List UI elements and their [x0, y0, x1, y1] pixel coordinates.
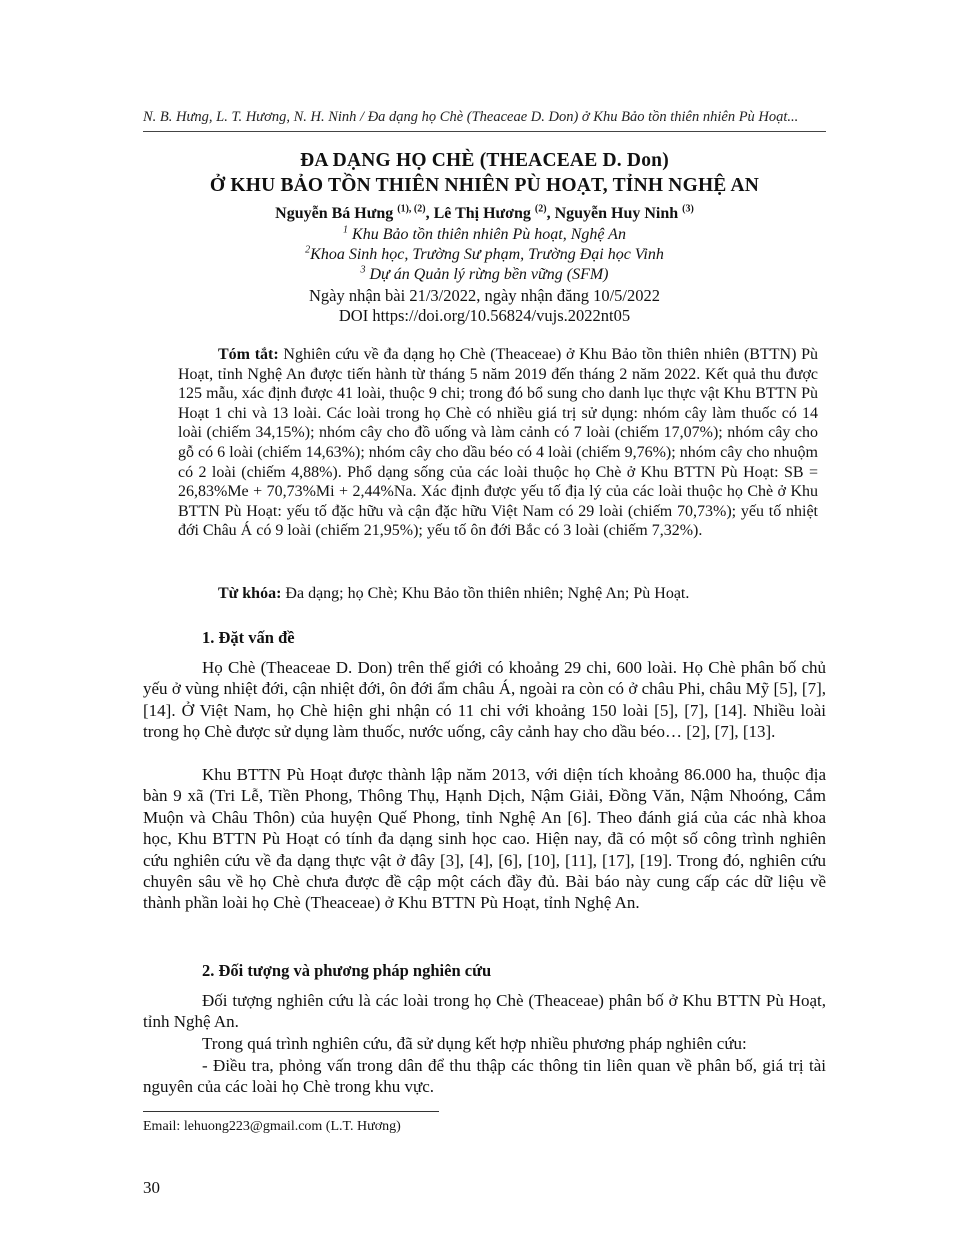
doi: DOI https://doi.org/10.56824/vujs.2022nt05: [338, 306, 631, 325]
author-name: Nguyễn Huy Ninh: [554, 205, 679, 222]
affiliation: [143, 266, 826, 284]
page-number: 30: [143, 1178, 160, 1197]
affiliation-number: 2: [305, 244, 311, 256]
affiliation-text: Dự án Quản lý rừng bền vững (SFM): [369, 266, 609, 283]
body-paragraph: Họ Chè (Theaceae D. Don) trên thế giới có khoảng 29 chi, 600 loài. Họ Chè phân bố chủ yếu ở vùng nhiệt đới, cận nhiệt đới, ôn đới ẩm châu Á, ngoài ra còn có ở châu Phi, châu Mỹ [5], [7], [14]. Ở Việt Nam, họ Chè hiện ghi nhận có 11 chi với khoảng 150 loài [5], [7], [14]. Nhiều loài trong họ Chè được sử dụng làm thuốc, nước uống, cây cảnh hay cho dầu béo… [2], [7], [13].: [143, 658, 826, 742]
affiliation: [143, 246, 826, 264]
affiliation-number: 1: [343, 224, 349, 236]
author-affiliation-marker: (3): [682, 203, 694, 215]
paper-title-line-2: Ở KHU BẢO TỒN THIÊN NHIÊN PÙ HOẠT, TỈNH NGHỆ AN: [209, 175, 760, 196]
body-paragraph: - Điều tra, phỏng vấn trong dân để thu thập các thông tin liên quan về phân bố, giá trị tài nguyên của các loài họ Chè trong khu vực.: [143, 1056, 826, 1097]
keywords: [218, 584, 818, 604]
paper-title-line-1: ĐA DẠNG HỌ CHÈ (THEACEAE D. Don): [300, 150, 669, 171]
author-affiliation-marker: (2): [534, 203, 547, 215]
footnote-email: Email: lehuong223@gmail.com (L.T. Hương): [143, 1119, 401, 1134]
affiliation-number: 3: [360, 264, 366, 276]
abstract: [178, 345, 818, 541]
affiliation: [143, 226, 826, 244]
abstract-text: Nghiên cứu về đa dạng họ Chè (Theaceae) ở Khu Bảo tồn thiên nhiên (BTTN) Pù Hoạt, tỉnh Nghệ An được tiến hành từ tháng 5 năm 2019 đến tháng 2 năm 2022. Kết quả thu được 125 mẫu, xác định được 41 loài, thuộc 9 chi; trong đó bổ sung cho danh lục thực vật Khu BTTN Pù Hoạt 1 chi và 13 loài. Các loài trong họ Chè có nhiều giá trị sử dụng: nhóm cây làm thuốc có 14 loài (chiếm 34,15%); nhóm cây cho đồ uống và làm cảnh có 7 loài (chiếm 17,07%); nhóm cây cho gỗ có 6 loài (chiếm 14,63%); nhóm cây cho dầu béo có 4 loài (chiếm 9,76%); nhóm cây cho nhuộm có 2 loài (chiếm 4,88%). Phổ dạng sống của các loài thuộc họ Chè ở Khu BTTN Pù Hoạt: SB = 26,83%Me + 70,73%Mi + 2,44%Na. Xác định được yếu tố địa lý của các loài thuộc họ Chè ở Khu BTTN Pù Hoạt: yếu tố đặc hữu và cận đặc hữu Việt Nam có 29 loài (chiếm 70,73%); yếu tố nhiệt đới Châu Á có 9 loài (chiếm 21,95%); yếu tố ôn đới Bắc có 3 loài (chiếm 7,32%).: [178, 346, 819, 540]
author-list: Nguyễn Bá Hưng $^{(1), (2)}$, Lê Thị Hương $^{(2)}$, Nguyễn Huy Ninh $^{(3)}$: [275, 203, 694, 222]
author-affiliation-marker: (1), (2): [397, 203, 426, 215]
received-dates: Ngày nhận bài 21/3/2022, ngày nhận đăng 10/5/2022: [308, 286, 661, 305]
affiliation-text: Khoa Sinh học, Trường Sư phạm, Trường Đại học Vinh: [310, 246, 664, 263]
header-divider: [143, 131, 826, 132]
keywords-text: Đa dạng; họ Chè; Khu Bảo tồn thiên nhiên; Nghệ An; Pù Hoạt.: [285, 585, 690, 602]
section-heading: 1. Đặt vấn đề: [202, 628, 295, 647]
running-header: N. B. Hưng, L. T. Hương, N. H. Ninh / Đa dạng họ Chè (Theaceae D. Don) ở Khu Bảo tồn thiên nhiên Pù Hoạt...: [143, 109, 799, 125]
body-paragraph: Trong quá trình nghiên cứu, đã sử dụng kết hợp nhiều phương pháp nghiên cứu:: [202, 1034, 747, 1053]
keywords-label: Từ khóa:: [218, 585, 282, 602]
author-name: Nguyễn Bá Hưng: [275, 205, 394, 222]
footnote-divider: [143, 1111, 439, 1112]
abstract-label: Tóm tắt:: [218, 346, 279, 363]
body-paragraph: Đối tượng nghiên cứu là các loài trong họ Chè (Theaceae) phân bố ở Khu BTTN Pù Hoạt, tỉnh Nghệ An.: [143, 991, 826, 1032]
author-name: Lê Thị Hương: [433, 205, 531, 222]
affiliation-text: Khu Bảo tồn thiên nhiên Pù hoạt, Nghệ An: [352, 226, 626, 243]
body-paragraph: Khu BTTN Pù Hoạt được thành lập năm 2013, với diện tích khoảng 86.000 ha, thuộc địa bàn 9 xã (Tri Lễ, Tiền Phong, Thông Thụ, Hạnh Dịch, Nậm Giải, Đồng Văn, Nậm Nhoóng, Cắm Muộn và Châu Thôn) của huyện Quế Phong, tỉnh Nghệ An [6]. Theo đánh giá của các nhà khoa học, Khu BTTN Pù Hoạt có tính đa dạng sinh học cao. Hiện nay, đã có một số công trình nghiên cứu nghiên cứu về đa dạng thực vật ở đây [3], [4], [6], [10], [11], [17], [19]. Trong đó, nghiên cứu chuyên sâu về họ Chè chưa được đề cập một cách đầy đủ. Bài báo này cung cấp các dữ liệu về thành phần loài họ Chè (Theaceae) ở Khu BTTN Pù Hoạt, tỉnh Nghệ An.: [143, 765, 826, 913]
section-heading: 2. Đối tượng và phương pháp nghiên cứu: [202, 961, 492, 980]
